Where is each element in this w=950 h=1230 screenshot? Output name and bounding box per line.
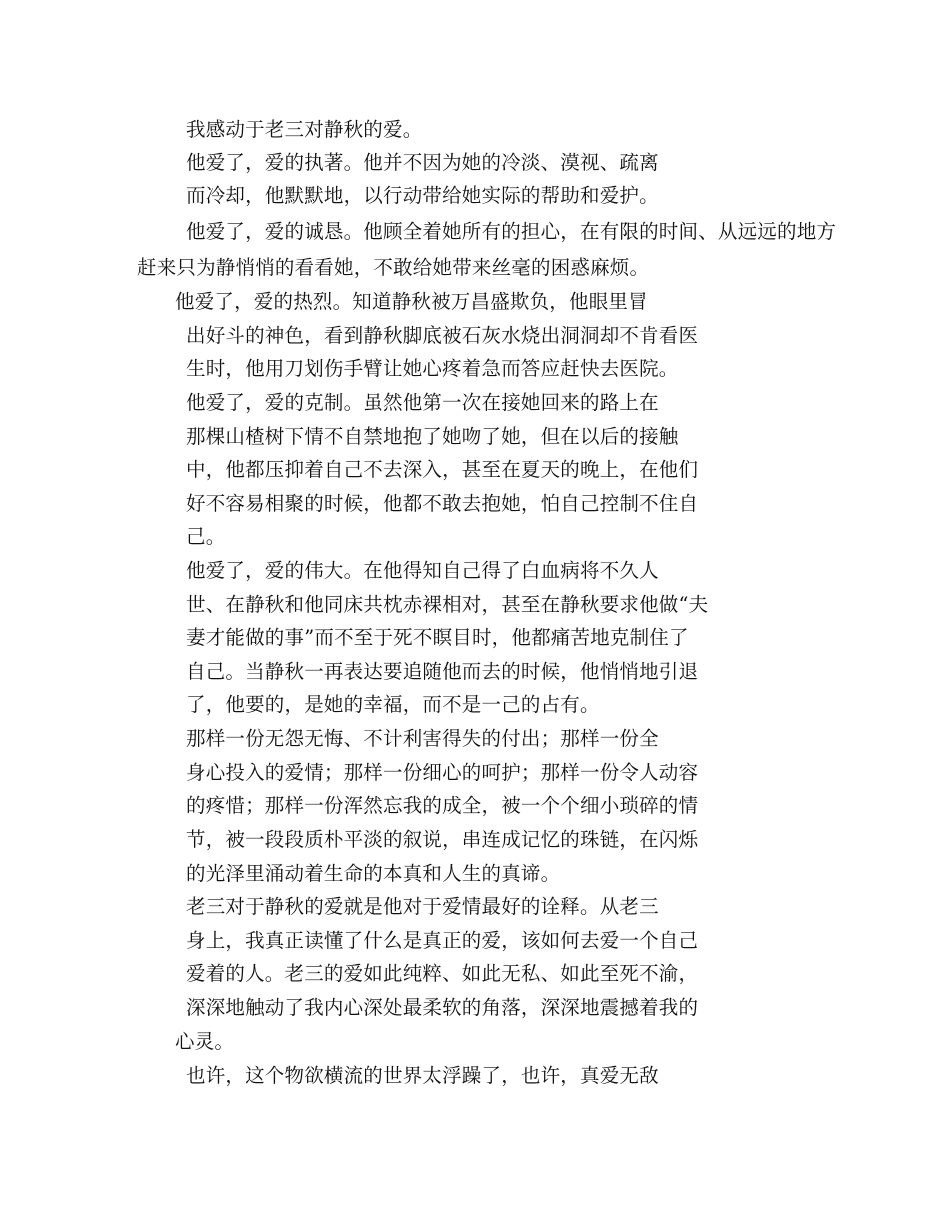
text-line: 自己。当静秋一再表达要追随他而去的时候，他悄悄地引退 [186,660,699,683]
text-line: 的疼惜；那样一份浑然忘我的成全，被一个个细小琐碎的情 [186,794,699,817]
text-line: 爱着的人。老三的爱如此纯粹、如此无私、如此至死不渝， [186,962,699,985]
text-line: 他爱了，爱的诚恳。他顾全着她所有的担心，在有限的时间、从远远的地方 [186,220,837,243]
text-line: 他爱了，爱的伟大。在他得知自己得了白血病将不久人 [186,559,659,582]
text-line: 己。 [186,525,226,548]
text-line: 那样一份无怨无悔、不计利害得失的付出；那样一份全 [186,727,659,750]
text-line: 出好斗的神色，看到静秋脚底被石灰水烧出洞洞却不肯看医 [186,324,699,347]
text-line: 他爱了，爱的执著。他并不因为她的冷淡、漠视、疏离 [186,151,659,174]
text-line: 也许，这个物欲横流的世界太浮躁了，也许，真爱无敌 [186,1064,659,1087]
text-line: 身心投入的爱情；那样一份细心的呵护；那样一份令人动容 [186,761,699,784]
text-line: 节，被一段段质朴平淡的叙说，串连成记忆的珠链，在闪烁 [186,828,699,851]
text-line: 而冷却，他默默地，以行动带给她实际的帮助和爱护。 [186,184,659,207]
text-line: 他爱了，爱的克制。虽然他第一次在接她回来的路上在 [186,391,659,414]
text-line: 我感动于老三对静秋的爱。 [186,118,423,141]
text-line: 中，他都压抑着自己不去深入，甚至在夏天的晚上，在他们 [186,458,699,481]
text-line: 妻才能做的事”而不至于死不瞑目时，他都痛苦地克制住了 [186,626,689,649]
text-line: 的光泽里涌动着生命的本真和人生的真谛。 [186,862,561,885]
text-line: 世、在静秋和他同床共枕赤裸相对，甚至在静秋要求他做“夫 [186,593,709,616]
text-line: 好不容易相聚的时候，他都不敢去抱她，怕自己控制不住自 [186,492,699,515]
text-line: 身上，我真正读懂了什么是真正的爱，该如何去爱一个自己 [186,929,699,952]
text-line: 心灵。 [175,1030,235,1053]
text-line: 他爱了，爱的热烈。知道静秋被万昌盛欺负，他眼里冒 [175,290,648,313]
text-line: 生时，他用刀划伤手臂让她心疼着急而答应赶快去医院。 [186,357,679,380]
text-line: 了，他要的，是她的幸福，而不是一己的占有。 [186,693,600,716]
text-line: 深深地触动了我内心深处最柔软的角落，深深地震撼着我的 [186,996,699,1019]
text-line: 那棵山楂树下情不自禁地抱了她吻了她，但在以后的接触 [186,425,679,448]
text-line: 赶来只为静悄悄的看看她，不敢给她带来丝毫的困惑麻烦。 [137,256,650,279]
text-line: 老三对于静秋的爱就是他对于爱情最好的诠释。从老三 [186,895,659,918]
